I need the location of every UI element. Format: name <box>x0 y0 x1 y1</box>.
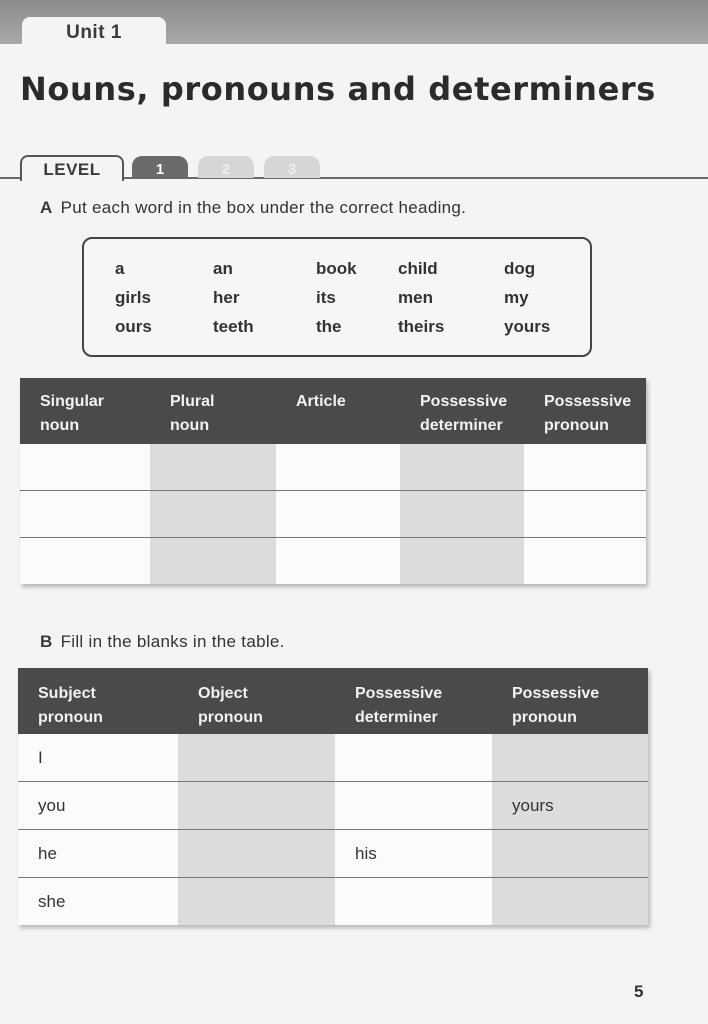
table-a-cell[interactable] <box>524 538 646 585</box>
table-row <box>20 444 646 491</box>
level-tab-3: 3 <box>264 156 320 178</box>
table-a-cell[interactable] <box>400 491 524 538</box>
table-a-cell[interactable] <box>524 444 646 491</box>
section-a-instruction <box>40 198 466 218</box>
table-b-cell: his <box>335 830 492 878</box>
word-item: child <box>398 259 438 278</box>
table-b-cell[interactable] <box>335 782 492 830</box>
table-row <box>18 734 648 782</box>
table-b-cell[interactable] <box>492 734 648 782</box>
table-a-header: Possessive determiner <box>400 378 524 444</box>
table-a-cell[interactable] <box>276 538 400 585</box>
table-a-cell[interactable] <box>150 444 276 491</box>
level-tab-2: 2 <box>198 156 254 178</box>
word-item: a <box>115 259 125 278</box>
table-b-cell[interactable] <box>492 878 648 926</box>
word-item: ours <box>115 317 152 336</box>
unit-label: Unit 1 <box>22 17 166 47</box>
table-a-cell[interactable] <box>20 444 150 491</box>
word-item: her <box>213 288 240 307</box>
table-b-header: Object pronoun <box>178 668 335 734</box>
section-b-instruction <box>40 632 285 652</box>
page-number: 5 <box>634 982 644 1001</box>
word-item: teeth <box>213 317 254 336</box>
table-row <box>18 782 648 830</box>
table-row <box>18 878 648 926</box>
table-b-cell[interactable] <box>492 830 648 878</box>
word-box <box>82 237 592 357</box>
table-row <box>20 491 646 538</box>
table-b-cell: yours <box>492 782 648 830</box>
page-title: Nouns, pronouns and determiners <box>20 70 656 108</box>
table-b-cell[interactable] <box>335 878 492 926</box>
section-a-letter: A <box>40 198 53 217</box>
section-a-text: Put each word in the box under the correct heading. <box>60 198 467 217</box>
table-b-cell[interactable] <box>178 878 335 926</box>
table-a-header: Singular noun <box>20 378 150 444</box>
table-a-cell[interactable] <box>150 538 276 585</box>
table-b-cell[interactable] <box>335 734 492 782</box>
table-row <box>18 830 648 878</box>
word-item: yours <box>504 317 551 336</box>
table-a-cell[interactable] <box>20 538 150 585</box>
table-a-header: Possessive pronoun <box>524 378 646 444</box>
section-b-letter: B <box>40 632 53 651</box>
table-a-cell[interactable] <box>276 444 400 491</box>
table-a-cell[interactable] <box>524 491 646 538</box>
word-item: book <box>316 259 357 278</box>
table-b-header: Subject pronoun <box>18 668 178 734</box>
word-item: the <box>316 317 342 336</box>
table-a-header: Plural noun <box>150 378 276 444</box>
table-a-cell[interactable] <box>400 538 524 585</box>
table-row <box>20 538 646 585</box>
level-label: LEVEL <box>20 155 124 181</box>
word-item: an <box>213 259 233 278</box>
word-item: girls <box>115 288 151 307</box>
table-b-cell: I <box>18 734 178 782</box>
table-a-header: Article <box>276 378 400 444</box>
table-b-cell: he <box>18 830 178 878</box>
table-a <box>20 378 646 584</box>
word-item: men <box>398 288 433 307</box>
table-b-cell: you <box>18 782 178 830</box>
table-b <box>18 668 648 925</box>
table-a-cell[interactable] <box>276 491 400 538</box>
word-item: my <box>504 288 529 307</box>
table-a-cell[interactable] <box>400 444 524 491</box>
level-tab-1: 1 <box>132 156 188 178</box>
word-item: theirs <box>398 317 445 336</box>
table-b-cell: she <box>18 878 178 926</box>
table-b-header: Possessive determiner <box>335 668 492 734</box>
table-a-cell[interactable] <box>150 491 276 538</box>
table-b-cell[interactable] <box>178 734 335 782</box>
table-b-cell[interactable] <box>178 782 335 830</box>
word-item: dog <box>504 259 536 278</box>
word-item: its <box>316 288 336 307</box>
table-b-header: Possessive pronoun <box>492 668 648 734</box>
section-b-text: Fill in the blanks in the table. <box>60 632 285 651</box>
table-a-cell[interactable] <box>20 491 150 538</box>
table-b-cell[interactable] <box>178 830 335 878</box>
